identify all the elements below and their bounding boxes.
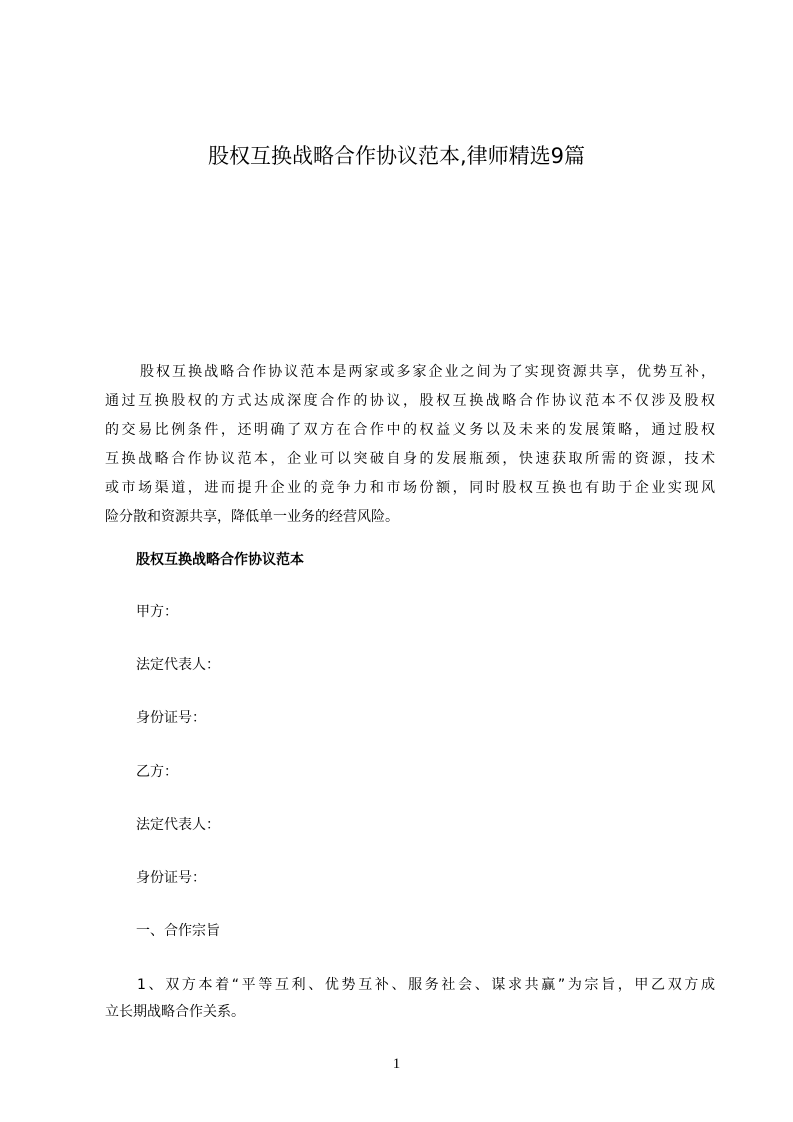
section-heading: 股权互换战略合作协议范本	[136, 552, 304, 568]
clause-heading: 一、合作宗旨	[136, 923, 220, 939]
page-number: 1	[392, 1056, 401, 1072]
party-a-representative-label: 法定代表人：	[136, 657, 220, 673]
party-b-label: 乙方：	[136, 764, 178, 780]
intro-line: 通过互换股权的方式达成深度合作的协议，股权互换战略合作协议范本不仅涉及股权	[105, 393, 715, 409]
party-a-id-label: 身份证号：	[136, 710, 206, 726]
document-title: 股权互换战略合作协议范本,律师精选9篇	[207, 144, 586, 168]
intro-line: 的交易比例条件，还明确了双方在合作中的权益义务以及未来的发展策略，通过股权	[105, 422, 715, 438]
clause-paragraph	[105, 972, 715, 1026]
party-b-id-label: 身份证号：	[136, 870, 206, 886]
intro-line: 险分散和资源共享，降低单一业务的经营风险。	[105, 509, 399, 525]
intro-line: 股权互换战略合作协议范本是两家或多家企业之间为了实现资源共享，优势互补，	[140, 364, 715, 380]
clause-line: 1、双方本着“平等互利、优势互补、服务社会、谋求共赢”为宗旨，甲乙双方成	[137, 977, 715, 993]
intro-line: 互换战略合作协议范本，企业可以突破自身的发展瓶颈，快速获取所需的资源，技术	[105, 451, 715, 467]
party-b-representative-label: 法定代表人：	[136, 817, 220, 833]
intro-paragraph	[105, 358, 715, 532]
party-a-label: 甲方：	[136, 604, 178, 620]
clause-line: 立长期战略合作关系。	[105, 1004, 245, 1020]
intro-line: 或市场渠道，进而提升企业的竞争力和市场份额，同时股权互换也有助于企业实现风	[105, 480, 715, 496]
